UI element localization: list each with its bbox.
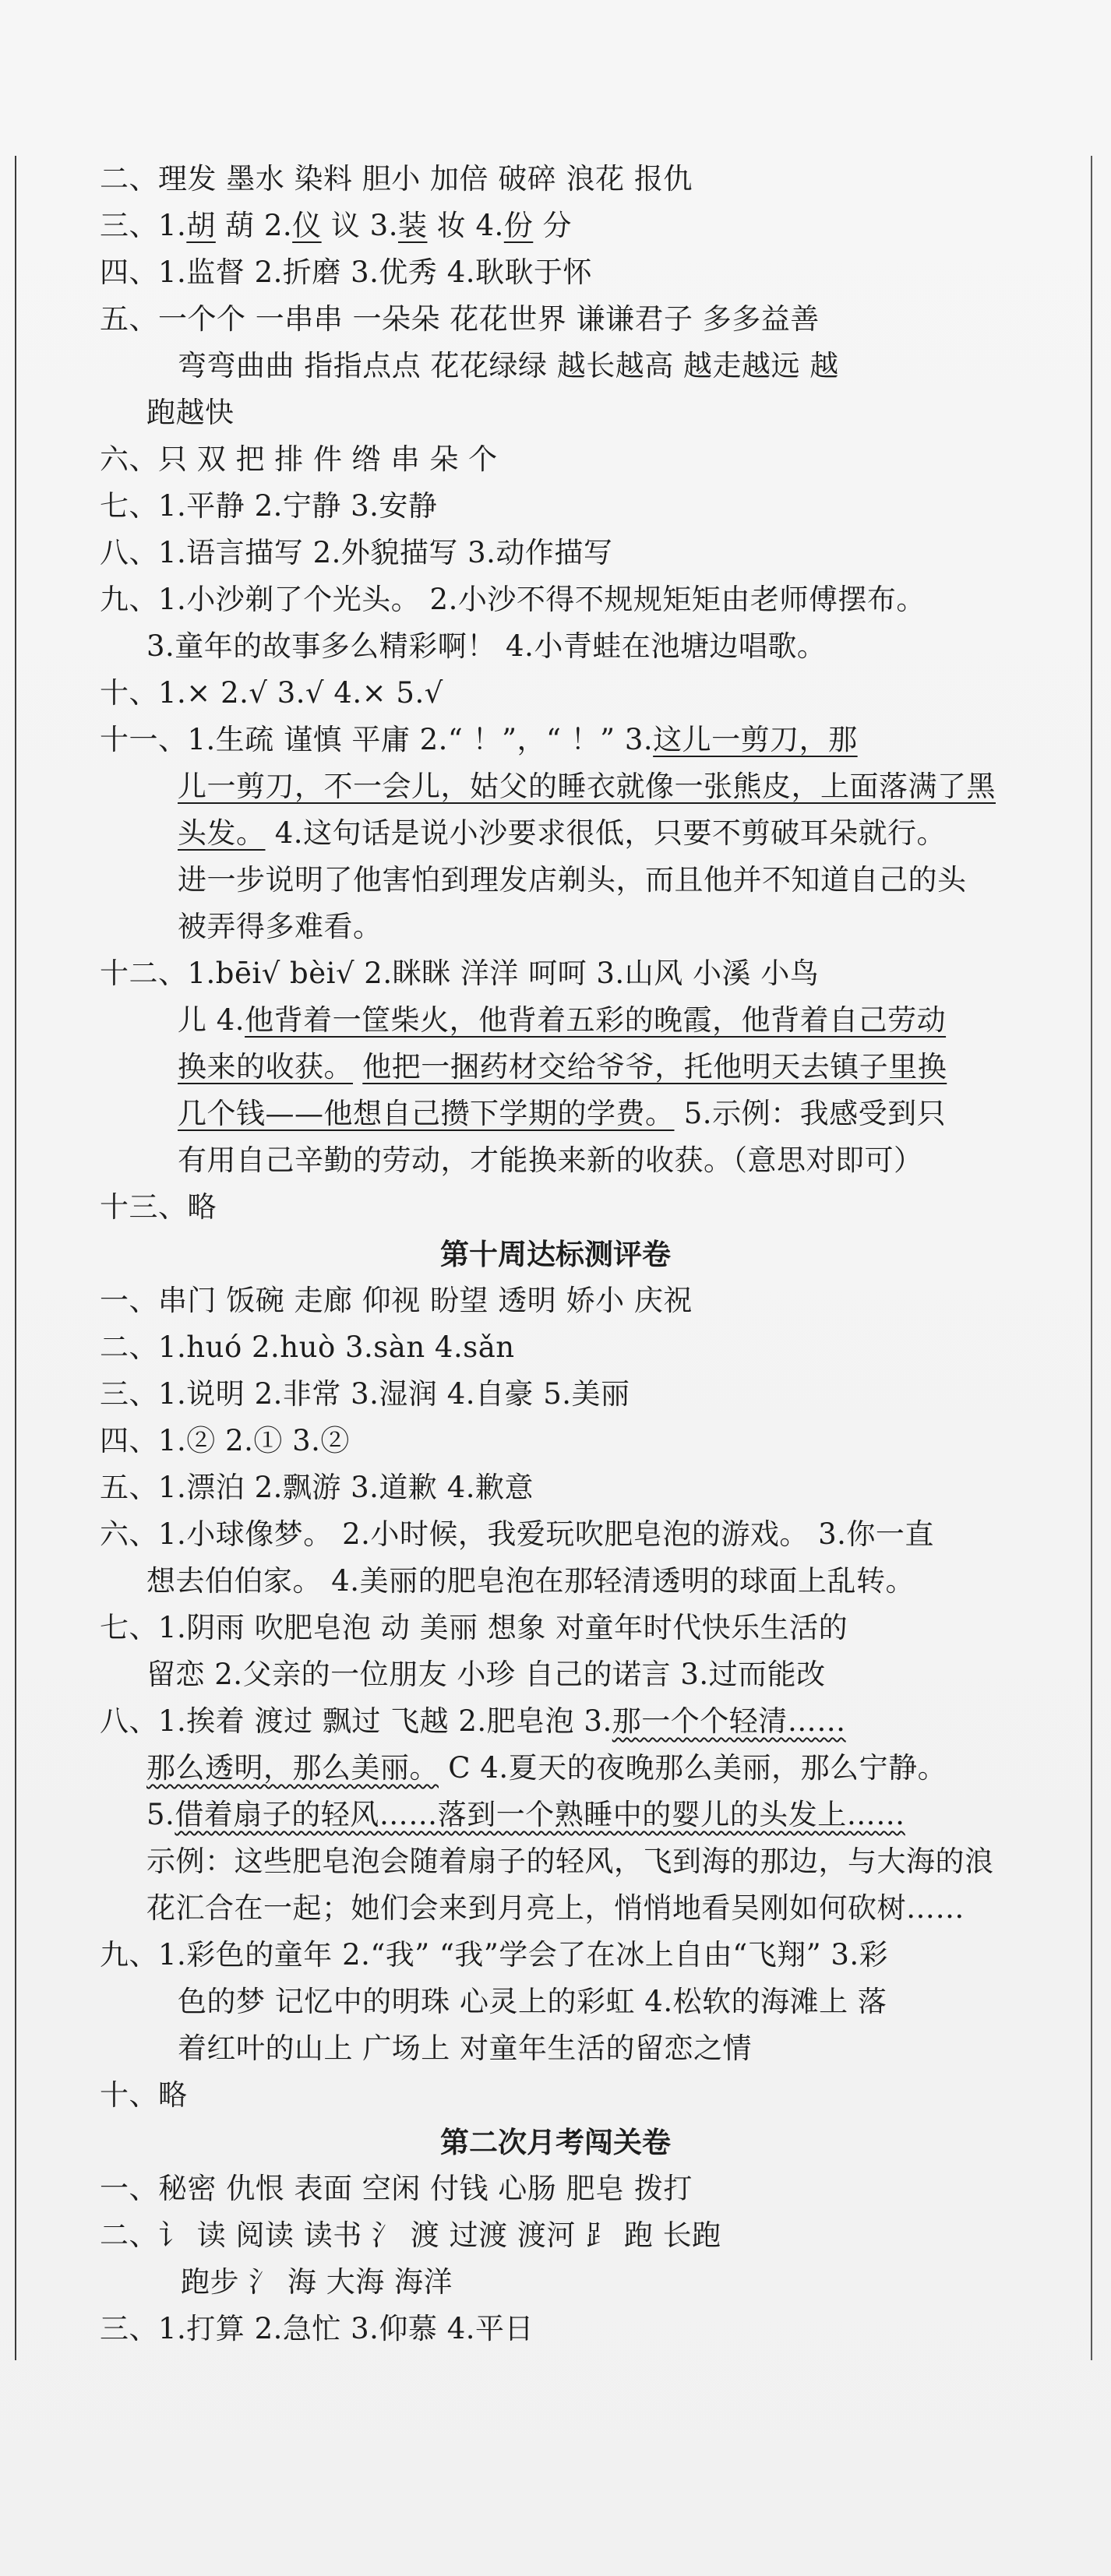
- answer-line: 八、1.挨着 渡过 飘过 飞越 2.肥皂泡 3.那一个个轻清……: [100, 1704, 846, 1738]
- answer-line: 示例：这些肥皂泡会随着扇子的轻风，飞到海的那边，与大海的浪: [146, 1845, 994, 1878]
- answer-line: 十一、1.生疏 谨慎 平庸 2.“ ！”，“ ！” 3.这儿一剪刀，那: [100, 723, 858, 756]
- answer-line: 十三、略: [100, 1190, 217, 1224]
- answer-line: 被弄得多难看。: [178, 910, 383, 943]
- answer-line: 六、只 双 把 排 件 绺 串 朵 个: [100, 442, 498, 476]
- answer-line: 留恋 2.父亲的一位朋友 小珍 自己的诺言 3.过而能改: [146, 1658, 826, 1691]
- answer-line: 一、秘密 仇恨 表面 空闲 付钱 心肠 肥皂 拨打: [100, 2172, 693, 2205]
- answer-line: 四、1.监督 2.折磨 3.优秀 4.耿耿于怀: [100, 255, 592, 289]
- answer-line: 二、1.huó 2.huò 3.sàn 4.sǎn: [100, 1330, 515, 1364]
- answer-line: 着红叶的山上 广场上 对童年生活的留恋之情: [178, 2032, 753, 2065]
- answer-line: 六、1.小球像梦。 2.小时候，我爱玩吹肥皂泡的游戏。 3.你一直: [100, 1517, 934, 1551]
- answer-line: 三、1.胡 葫 2.仪 议 3.装 妆 4.份 分: [100, 209, 573, 242]
- section-heading: 第十周达标测评卷: [440, 1237, 671, 1271]
- answer-line: 九、1.彩色的童年 2.“我” “我”学会了在冰上自由“飞翔” 3.彩: [100, 1938, 889, 1972]
- answer-line: 十、略: [100, 2078, 188, 2112]
- answer-line: 十、1.× 2.√ 3.√ 4.× 5.√: [100, 676, 443, 710]
- answer-line: 想去伯伯家。 4.美丽的肥皂泡在那轻清透明的球面上乱转。: [146, 1564, 915, 1598]
- answer-line: 九、1.小沙剃了个光头。 2.小沙不得不规规矩矩由老师傅摆布。: [100, 583, 926, 616]
- answer-line: 四、1.② 2.① 3.②: [100, 1424, 350, 1457]
- answer-line: 五、1.漂泊 2.飘游 3.道歉 4.歉意: [100, 1471, 534, 1504]
- answer-line: 3.童年的故事多么精彩啊！ 4.小青蛙在池塘边唱歌。: [146, 629, 827, 663]
- answer-line: 儿一剪刀，不一会儿，姑父的睡衣就像一张熊皮，上面落满了黑: [178, 770, 996, 803]
- answer-line: 二、讠 读 阅读 读书 氵 渡 过渡 渡河 ⻊ 跑 长跑: [100, 2218, 721, 2252]
- answer-line: 进一步说明了他害怕到理发店剃头，而且他并不知道自己的头: [178, 863, 967, 897]
- answer-line: 跑步 氵 海 大海 海洋: [181, 2265, 453, 2299]
- answer-line: 三、1.说明 2.非常 3.湿润 4.自豪 5.美丽: [100, 1377, 630, 1411]
- answer-line: 儿 4.他背着一筐柴火，他背着五彩的晚霞，他背着自己劳动: [178, 1003, 947, 1037]
- answer-line: 那么透明，那么美丽。 C 4.夏天的夜晚那么美丽，那么宁静。: [146, 1751, 947, 1785]
- answer-line: 跑越快: [146, 396, 235, 429]
- answer-line: 头发。 4.这句话是说小沙要求很低，只要不剪破耳朵就行。: [178, 816, 947, 850]
- answer-line: 八、1.语言描写 2.外貌描写 3.动作描写: [100, 536, 613, 569]
- section-heading: 第二次月考闯关卷: [440, 2125, 671, 2159]
- answer-line: 十二、1.bēi√ bèi√ 2.眯眯 洋洋 呵呵 3.山风 小溪 小鸟: [100, 957, 820, 990]
- answer-line: 色的梦 记忆中的明珠 心灵上的彩虹 4.松软的海滩上 落: [178, 1985, 887, 2018]
- answer-line: 有用自己辛勤的劳动，才能换来新的收获。（意思对即可）: [178, 1144, 923, 1177]
- answer-line: 5.借着扇子的轻风……落到一个熟睡中的婴儿的头发上……: [146, 1798, 905, 1831]
- answer-line: 一、串门 饭碗 走廊 仰视 盼望 透明 娇小 庆祝: [100, 1284, 693, 1317]
- answer-line: 三、1.打算 2.急忙 3.仰慕 4.平日: [100, 2312, 534, 2345]
- answer-line: 花汇合在一起；她们会来到月亮上，悄悄地看吴刚如何砍树……: [146, 1891, 965, 1925]
- answer-line: 二、理发 墨水 染料 胆小 加倍 破碎 浪花 报仇: [100, 162, 693, 196]
- answer-line: 五、一个个 一串串 一朵朵 花花世界 谦谦君子 多多益善: [100, 302, 820, 336]
- answer-line: 弯弯曲曲 指指点点 花花绿绿 越长越高 越走越远 越: [178, 349, 839, 382]
- answer-line: 七、1.阴雨 吹肥皂泡 动 美丽 想象 对童年时代快乐生活的: [100, 1611, 848, 1644]
- answer-line: 几个钱——他想自己攒下学期的学费。 5.示例：我感受到只: [178, 1097, 947, 1130]
- answer-line: 换来的收获。 他把一捆药材交给爷爷，托他明天去镇子里换: [178, 1050, 947, 1084]
- answer-line: 七、1.平静 2.宁静 3.安静: [100, 489, 438, 523]
